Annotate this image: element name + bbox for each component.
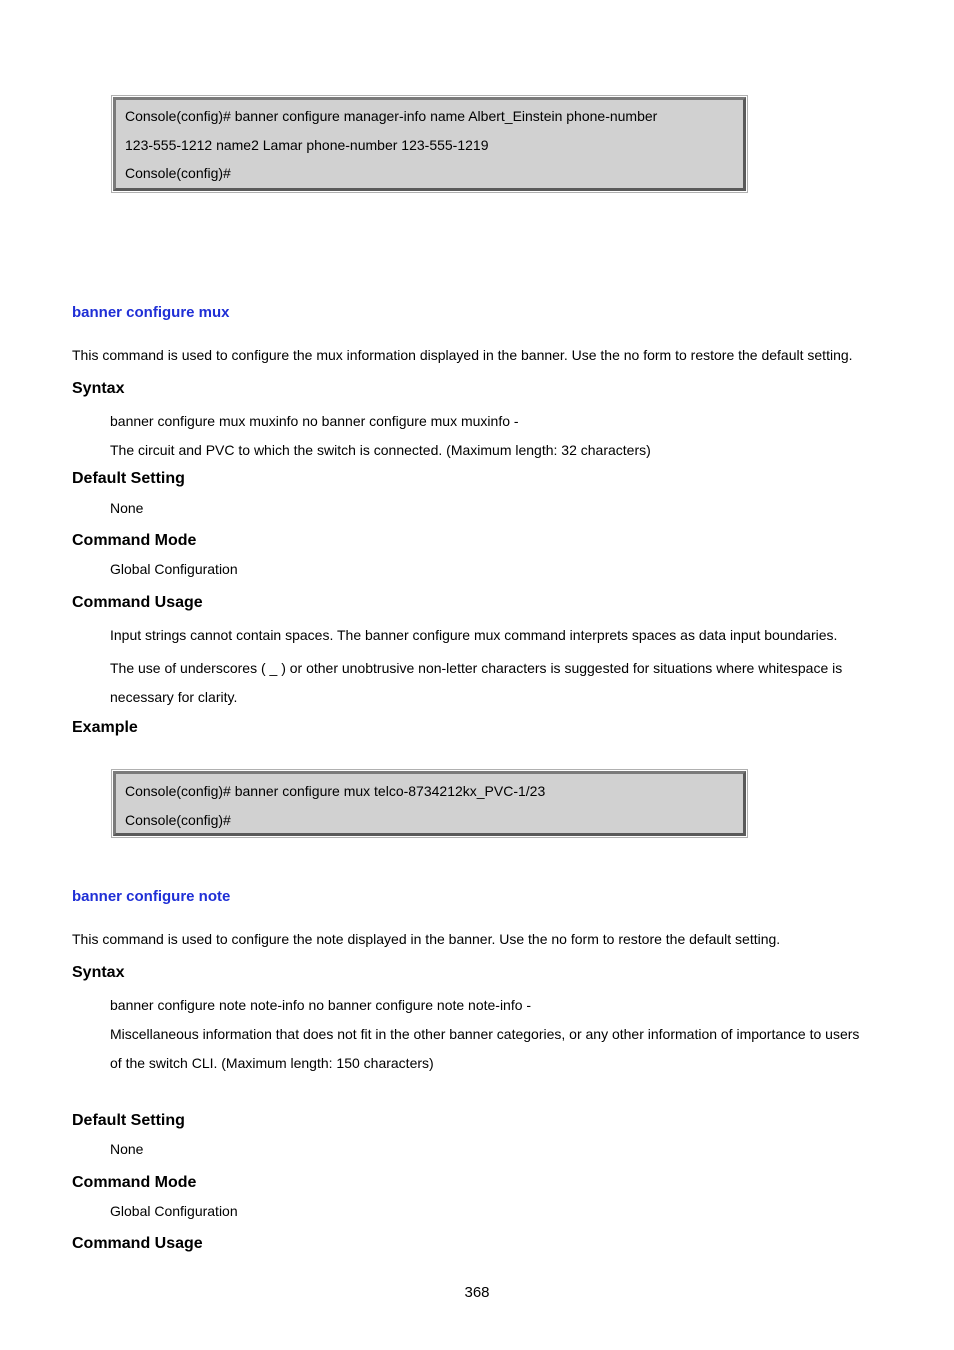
mux-syntax-desc: The circuit and PVC to which the switch is connected. (Maximum length: 32 characters) <box>110 442 651 458</box>
console-line: Console(config)# <box>125 812 231 828</box>
mux-example-heading: Example <box>72 719 138 736</box>
console-example-box <box>113 97 746 191</box>
mux-mode-value: Global Configuration <box>110 561 238 577</box>
mux-mode-heading: Command Mode <box>72 532 197 549</box>
note-default-value: None <box>110 1141 144 1157</box>
mux-default-heading: Default Setting <box>72 470 185 487</box>
note-syntax-line: banner configure note note-info no banner configure note note-info - <box>110 997 532 1013</box>
mux-default-value: None <box>110 500 144 516</box>
note-syntax-desc-a: Miscellaneous information that does not fit in the other banner categories, or any other information of importance to users <box>110 1026 860 1042</box>
console-line: Console(config)# banner configure mux telco-8734212kx_PVC-1/23 <box>125 783 546 799</box>
mux-syntax-heading: Syntax <box>72 380 125 397</box>
console-line: 123-555-1212 name2 Lamar phone-number 123-555-1219 <box>125 137 489 153</box>
section-title-mux: banner configure mux <box>72 304 230 321</box>
console-example-box <box>113 771 746 836</box>
note-mode-value: Global Configuration <box>110 1203 238 1219</box>
note-description: This command is used to configure the note displayed in the banner. Use the no form to restore the default setting. <box>72 931 781 947</box>
mux-syntax-line: banner configure mux muxinfo no banner configure mux muxinfo - <box>110 413 519 429</box>
note-mode-heading: Command Mode <box>72 1174 197 1191</box>
console-line: Console(config)# banner configure manager-info name Albert_Einstein phone-number <box>125 108 658 124</box>
mux-usage-heading: Command Usage <box>72 594 203 611</box>
page-number: 368 <box>464 1284 490 1301</box>
mux-usage-2b: necessary for clarity. <box>110 689 238 705</box>
mux-description: This command is used to configure the mux information displayed in the banner. Use the no form to restore the default setting. <box>72 347 853 363</box>
note-default-heading: Default Setting <box>72 1112 185 1129</box>
section-title-note: banner configure note <box>72 888 231 905</box>
console-line: Console(config)# <box>125 165 231 181</box>
mux-usage-1: Input strings cannot contain spaces. The banner configure mux command interprets spaces as data input boundaries. <box>110 627 838 643</box>
mux-usage-2a: The use of underscores ( _ ) or other unobtrusive non-letter characters is suggested for situations where whitespace is <box>110 660 843 676</box>
note-syntax-desc-b: of the switch CLI. (Maximum length: 150 characters) <box>110 1055 434 1071</box>
note-usage-heading: Command Usage <box>72 1235 203 1252</box>
note-syntax-heading: Syntax <box>72 964 125 981</box>
